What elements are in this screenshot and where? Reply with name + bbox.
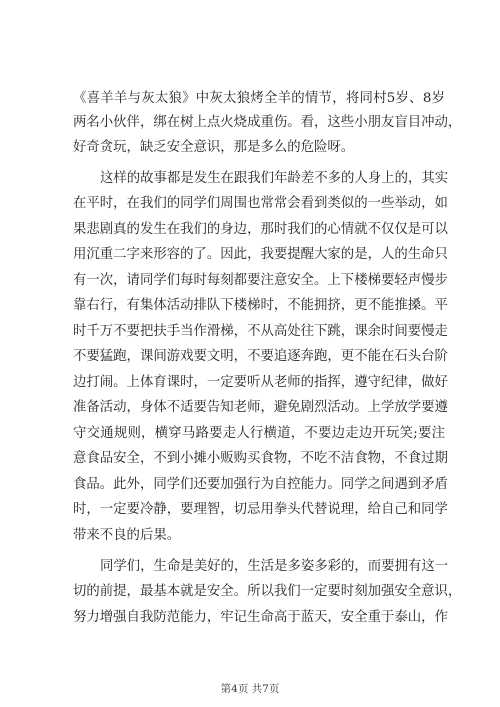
text-line: 食品。此外，同学们还要加强行为自控能力。同学之间遇到矛盾 — [73, 477, 448, 492]
text-line: 守交通规则，横穿马路要走人行横道，不要边走边开玩笑;要注 — [73, 426, 445, 441]
text-line: 两名小伙伴，绑在树上点火烧成重伤。看，这些小朋友盲目冲动， — [73, 115, 462, 130]
page-number-footer: 第4页 共7页 — [220, 683, 280, 695]
text-line: 用沉重二字来形容的了。因此，我要提醒大家的是，人的生命只 — [73, 247, 448, 262]
paragraph-first-line: 这样的故事都是发生在跟我们年龄差不多的人身上的，其实 — [100, 171, 449, 186]
text-line: 切的前提，最基本就是安全。所以我们一定要时刻加强安全意识， — [73, 584, 462, 599]
text-line: 好奇贪玩，缺乏安全意识，那是多么的危险呀。 — [73, 140, 355, 155]
paragraph-first-line: 同学们，生命是美好的，生活是多姿多彩的，而要拥有这一 — [100, 559, 449, 574]
text-line: 果悲剧真的发生在我们的身边，那时我们的心情就不仅仅是可以 — [73, 222, 448, 237]
text-line: 边打闹。上体育课时，一定要听从老师的指挥，遵守纪律，做好 — [73, 375, 448, 390]
text-line: 时，一定要冷静，要理智，切忌用拳头代替说理，给自己和同学 — [73, 502, 448, 517]
text-line: 努力增强自我防范能力，牢记生命高于蓝天，安全重于泰山，作 — [73, 610, 448, 625]
text-line: 时千万不要把扶手当作滑梯，不从高处往下跳，课余时间要慢走 — [73, 324, 448, 339]
text-line: 有一次，请同学们每时每刻都要注意安全。上下楼梯要轻声慢步 — [73, 273, 448, 288]
text-line: 在平时，在我们的同学们周围也常常会看到类似的一些举动，如 — [73, 196, 448, 211]
text-line: 《喜羊羊与灰太狼》中灰太狼烤全羊的情节，将同村5岁、8岁 — [73, 91, 445, 106]
text-line: 不要猛跑，课间游戏要文明，不要追逐奔跑，更不能在石头台阶 — [73, 349, 448, 364]
text-line: 靠右行，有集体活动排队下楼梯时，不能拥挤，更不能推搡。平 — [73, 298, 448, 313]
text-line: 意食品安全，不到小摊小贩购买食物，不吃不洁食物，不食过期 — [73, 451, 448, 466]
text-line: 带来不良的后果。 — [73, 528, 181, 543]
text-line: 准备活动，身体不适要告知老师，避免剧烈活动。上学放学要遵 — [73, 400, 448, 415]
